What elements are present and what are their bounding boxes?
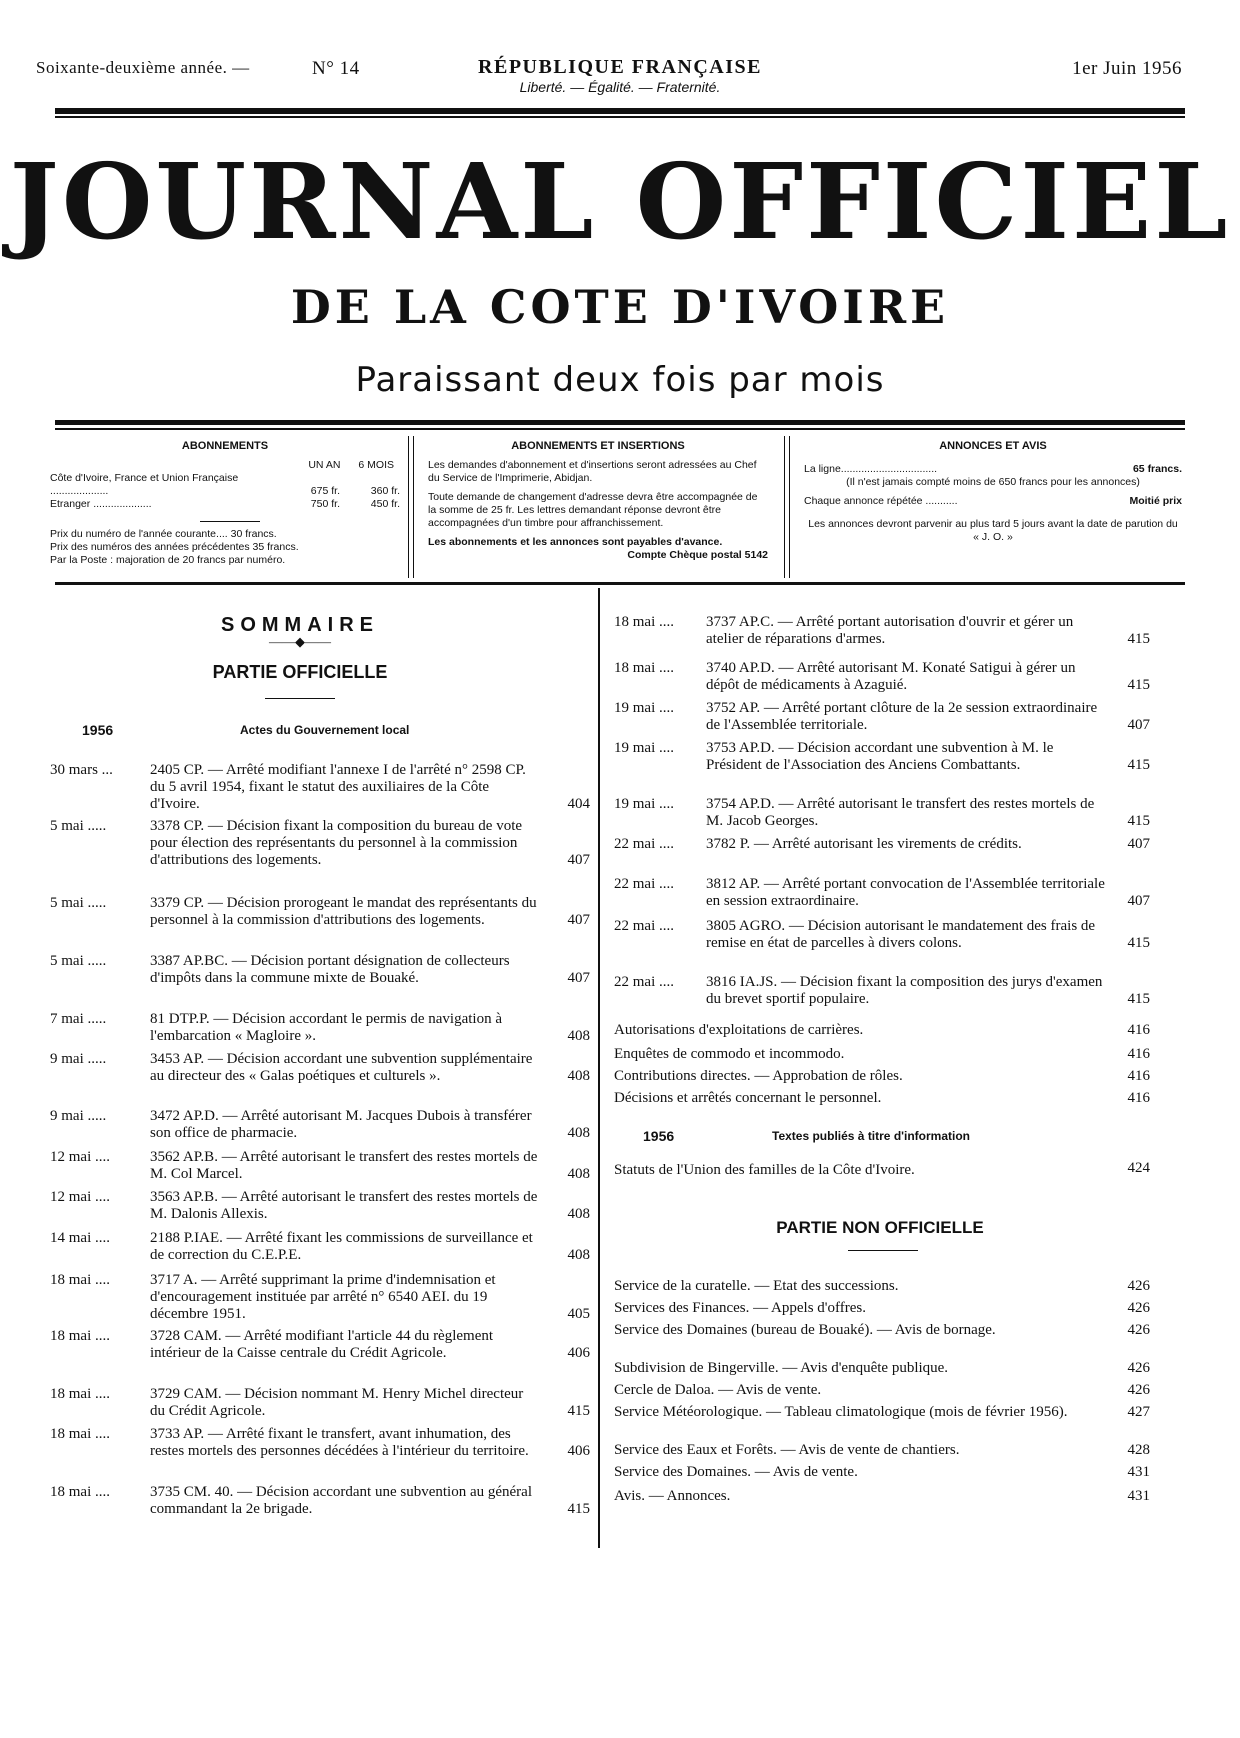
journal-subtitle: DE LA COTE D'IVOIRE: [290, 280, 950, 334]
ligne-value: 65 francs.: [1132, 463, 1182, 475]
entry-text: 81 DTP.P. — Décision accordant le permis de navigation à l'embarcation « Magloire ».: [150, 1011, 503, 1044]
entry-date: 5 mai .....: [50, 895, 107, 911]
info-entry-text: Statuts de l'Union des familles de la Côte d'Ivoire.: [614, 1162, 915, 1178]
price-note: Prix du numéro de l'année courante.... 30 francs.: [50, 528, 277, 540]
entry-page: 408: [567, 1206, 590, 1222]
entry-page: 408: [567, 1247, 590, 1263]
sommaire-entry: [614, 1300, 1150, 1317]
entry-text: 3753 AP.D. — Décision accordant une subvention à M. le Président de l'Association des Anciens Combattants.: [706, 740, 1054, 773]
sommaire-entry: [50, 953, 590, 987]
entry-page: 428: [1127, 1442, 1150, 1458]
entry-page: 406: [567, 1443, 590, 1459]
entry-page: 426: [1127, 1360, 1150, 1376]
sommaire-entry: [614, 1488, 1150, 1505]
republic-motto: Liberté. — Égalité. — Fraternité.: [519, 79, 721, 95]
entry-page: 415: [1127, 935, 1150, 951]
entry-date: 12 mai ....: [50, 1149, 110, 1165]
entry-page: 408: [567, 1125, 590, 1141]
info-entry-page: 424: [1127, 1160, 1150, 1176]
entry-page: 431: [1127, 1464, 1150, 1480]
entry-page: 407: [567, 852, 590, 868]
min-note: (Il n'est jamais compté moins de 650 francs pour les annonces): [846, 476, 1140, 488]
entry-text: 3733 AP. — Arrêté fixant le transfert, avant inhumation, des restes mortels des personnes décédées à l'intérieur du territoire.: [150, 1426, 529, 1459]
entry-page: 415: [1127, 757, 1150, 773]
entry-date: 12 mai ....: [50, 1189, 110, 1205]
entry-text: 3717 A. — Arrêté supprimant la prime d'indemnisation et d'encouragement instituée par arrêté n° 6540 AEI. du 19 décembre 1951.: [150, 1272, 496, 1322]
sommaire-entry: [614, 1404, 1150, 1421]
entry-text: 3816 IA.JS. — Décision fixant la composition des jurys d'examen du brevet sportif populaire.: [706, 974, 1103, 1007]
sommaire-entry: [50, 1108, 590, 1142]
entry-page: 415: [1127, 677, 1150, 693]
entry-page: 407: [1127, 717, 1150, 733]
entry-page: 405: [567, 1306, 590, 1322]
annonces-heading: ANNONCES ET AVIS: [939, 440, 1047, 452]
column-divider: [598, 588, 600, 1548]
masthead-rule: [55, 420, 1185, 425]
sommaire-entry: [614, 614, 1150, 648]
entry-date: 18 mai ....: [50, 1426, 110, 1442]
entry-page: 407: [1127, 836, 1150, 852]
entry-date: 18 mai ....: [614, 660, 674, 676]
entry-text: Service des Eaux et Forêts. — Avis de vente de chantiers.: [614, 1442, 960, 1458]
sommaire-entry: [50, 1189, 590, 1223]
entry-text: 3782 P. — Arrêté autorisant les virements de crédits.: [706, 836, 1022, 852]
partie-non-officielle: PARTIE NON OFFICIELLE: [776, 1218, 984, 1237]
entry-date: 22 mai ....: [614, 918, 674, 934]
entry-page: 406: [567, 1345, 590, 1361]
sommaire-entry: [614, 876, 1150, 910]
box-separator: [784, 436, 790, 578]
info-heading: Textes publiés à titre d'information: [772, 1129, 970, 1143]
entry-text: Contributions directes. — Approbation de rôles.: [614, 1068, 903, 1084]
entry-text: 2405 CP. — Arrêté modifiant l'annexe I de l'arrêté n° 2598 CP. du 5 avril 1954, fixant le statut des auxiliaires de la Côte d'Ivoire.: [150, 762, 526, 812]
price-note: Prix des numéros des années précédentes 35 francs.: [50, 541, 299, 553]
price-note: Par la Poste : majoration de 20 francs par numéro.: [50, 554, 286, 566]
entry-page: 416: [1127, 1090, 1150, 1106]
sommaire-entry: [614, 1068, 1150, 1085]
col-six-mois: 6 MOIS: [358, 459, 394, 471]
sommaire-entry: [614, 1046, 1150, 1063]
rate-row: Etranger .................... 750 fr. 450 fr.: [50, 498, 400, 510]
entry-text: Services des Finances. — Appels d'offres.: [614, 1300, 866, 1316]
entry-page: 416: [1127, 1022, 1150, 1038]
sommaire-entry: [614, 974, 1150, 1008]
entry-text: 3387 AP.BC. — Décision portant désignation de collecteurs d'impôts dans la commune mixte de Bouaké.: [150, 953, 510, 986]
entry-page: 404: [567, 796, 590, 812]
entry-page: 408: [567, 1028, 590, 1044]
entry-date: 5 mai .....: [50, 818, 107, 834]
sommaire-entry: [50, 1011, 590, 1045]
insertions-box: [428, 440, 768, 562]
entry-text: 2188 P.IAE. — Arrêté fixant les commissions de surveillance et de correction du C.E.P.E.: [150, 1230, 533, 1263]
entry-text: 3562 AP.B. — Arrêté autorisant le transfert des restes mortels de M. Col Marcel.: [150, 1149, 538, 1182]
sommaire-entry: [50, 1230, 590, 1264]
sommaire-entry: [50, 1272, 590, 1323]
sommaire-entry: [50, 1051, 590, 1085]
entry-page: 431: [1127, 1488, 1150, 1504]
sommaire-entry: [50, 1426, 590, 1460]
entry-text: 3805 AGRO. — Décision autorisant le mandatement des frais de remise en état de parcelles à divers colons.: [706, 918, 1096, 951]
sommaire-entry: [50, 818, 590, 869]
entry-page: 426: [1127, 1382, 1150, 1398]
ornament-icon: ——◆——: [269, 634, 331, 649]
year-line: Soixante-deuxième année. —: [36, 58, 250, 77]
entry-date: 9 mai .....: [50, 1108, 107, 1124]
sommaire-entry: [614, 660, 1150, 694]
entry-page: 427: [1127, 1404, 1150, 1420]
repeat-label: Chaque annonce répétée ...........: [804, 495, 958, 507]
insertions-text: Les demandes d'abonnement et d'insertions seront adressées au Chef du Service de l'Imprimerie, Abidjan.: [428, 459, 757, 484]
sommaire-entry: [50, 762, 590, 813]
annonces-box: [804, 440, 1182, 544]
sommaire-entry: [614, 1360, 1150, 1377]
sommaire-entry: [614, 1022, 1150, 1039]
entry-date: 22 mai ....: [614, 836, 674, 852]
entry-page: 407: [567, 970, 590, 986]
entry-date: 18 mai ....: [50, 1328, 110, 1344]
entry-date: 18 mai ....: [50, 1272, 110, 1288]
entry-date: 22 mai ....: [614, 876, 674, 892]
sommaire-entry: [614, 700, 1150, 734]
entry-text: 3752 AP. — Arrêté portant clôture de la 2e session extraordinaire de l'Assemblée territoriale.: [706, 700, 1098, 733]
entry-text: Autorisations d'exploitations de carrières.: [614, 1022, 864, 1038]
entry-date: 18 mai ....: [50, 1484, 110, 1500]
entry-text: Enquêtes de commodo et incommodo.: [614, 1046, 845, 1062]
journal-tagline: Paraissant deux fois par mois: [355, 360, 885, 400]
abonnements-heading: ABONNEMENTS: [181, 440, 269, 452]
deadline-note: Les annonces devront parvenir au plus tard 5 jours avant la date de parution du « J. O. »: [808, 518, 1178, 543]
sommaire-entry: [614, 1090, 1150, 1107]
top-rule: [55, 108, 1185, 114]
entry-text: 3453 AP. — Décision accordant une subvention supplémentaire au directeur des « Galas poétiques et culturels ».: [150, 1051, 533, 1084]
sommaire-entry: [614, 796, 1150, 830]
entry-page: 408: [567, 1166, 590, 1182]
entry-page: 415: [1127, 991, 1150, 1007]
col-un-an: UN AN: [308, 459, 341, 471]
entry-text: 3737 AP.C. — Arrêté portant autorisation d'ouvrir et gérer un atelier de réparations d'armes.: [706, 614, 1074, 647]
entry-page: 415: [567, 1403, 590, 1419]
entry-text: 3812 AP. — Arrêté portant convocation de l'Assemblée territoriale en session extraordinaire.: [706, 876, 1105, 909]
entry-page: 408: [567, 1068, 590, 1084]
entry-date: 19 mai ....: [614, 796, 674, 812]
entry-date: 19 mai ....: [614, 740, 674, 756]
boxes-rule: [55, 582, 1185, 585]
sommaire-entry: [50, 895, 590, 929]
entry-date: 19 mai ....: [614, 700, 674, 716]
entry-text: 3563 AP.B. — Arrêté autorisant le transfert des restes mortels de M. Dalonis Allexis.: [150, 1189, 538, 1222]
repeat-value: Moitié prix: [1129, 495, 1182, 507]
sommaire-entry: [50, 1149, 590, 1183]
entry-text: 3472 AP.D. — Arrêté autorisant M. Jacques Dubois à transférer son office de pharmacie.: [150, 1108, 532, 1141]
top-rule-thin: [55, 116, 1185, 118]
issue-number: N° 14: [312, 58, 360, 79]
sommaire-entry: [614, 918, 1150, 952]
republic-block: [0, 56, 1240, 95]
entry-text: Service Météorologique. — Tableau climatologique (mois de février 1956).: [614, 1404, 1068, 1420]
sommaire-entry: [614, 740, 1150, 774]
issue-date: 1er Juin 1956: [1072, 58, 1182, 79]
entry-date: 18 mai ....: [614, 614, 674, 630]
box-divider: [200, 521, 260, 522]
entry-page: 416: [1127, 1046, 1150, 1062]
sommaire-entry: [50, 1484, 590, 1518]
entry-page: 407: [1127, 893, 1150, 909]
entry-text: Service des Domaines (bureau de Bouaké). — Avis de bornage.: [614, 1322, 996, 1338]
entry-page: 415: [1127, 813, 1150, 829]
entry-text: 3735 CM. 40. — Décision accordant une subvention au général commandant la 2e brigade.: [150, 1484, 532, 1517]
entry-date: 9 mai .....: [50, 1051, 107, 1067]
entry-text: 3754 AP.D. — Arrêté autorisant le transfert des restes mortels de M. Jacob Georges.: [706, 796, 1095, 829]
entry-text: Avis. — Annonces.: [614, 1488, 731, 1504]
abonnements-box: [50, 440, 400, 567]
insertions-heading: ABONNEMENTS ET INSERTIONS: [511, 440, 685, 452]
entry-date: 7 mai .....: [50, 1011, 107, 1027]
sommaire-entry: [50, 1328, 590, 1362]
sommaire-entry: [614, 1464, 1150, 1481]
section-heading: Actes du Gouvernement local: [240, 723, 410, 737]
sommaire-entry: [614, 1278, 1150, 1295]
journal-title: JOURNAL OFFICIEL: [9, 140, 1231, 263]
compte-cheque: Compte Chèque postal 5142: [627, 549, 768, 561]
entry-date: 14 mai ....: [50, 1230, 110, 1246]
entry-text: 3729 CAM. — Décision nommant M. Henry Michel directeur du Crédit Agricole.: [150, 1386, 524, 1419]
entry-page: 415: [567, 1501, 590, 1517]
entry-text: 3740 AP.D. — Arrêté autorisant M. Konaté Satigui à gérer un dépôt de médicaments à Azaguié.: [706, 660, 1076, 693]
entry-date: 5 mai .....: [50, 953, 107, 969]
sommaire-entry: [614, 1382, 1150, 1399]
ligne-label: La ligne.................................: [804, 463, 938, 475]
box-separator: [408, 436, 414, 578]
sommaire-entry: [614, 1442, 1150, 1459]
entry-page: 426: [1127, 1300, 1150, 1316]
entry-text: Subdivision de Bingerville. — Avis d'enquête publique.: [614, 1360, 949, 1376]
entry-text: 3378 CP. — Décision fixant la composition du bureau de vote pour élection des représentants du personnel à la commission d'attributions des logements.: [150, 818, 523, 868]
entry-page: 416: [1127, 1068, 1150, 1084]
republic-title: RÉPUBLIQUE FRANÇAISE: [478, 56, 762, 78]
sommaire-entry: [614, 1322, 1150, 1339]
insertions-payment: Les abonnements et les annonces sont payables d'avance.: [428, 536, 723, 548]
masthead-rule-thin: [55, 428, 1185, 430]
entry-date: 18 mai ....: [50, 1386, 110, 1402]
insertions-text: Toute demande de changement d'adresse devra être accompagnée de la somme de 25 fr. Les lettres demandant réponse devront être accompagnées d'un timbre pour affranchissement.: [428, 491, 758, 529]
sommaire-entry: [50, 1386, 590, 1420]
entry-text: 3728 CAM. — Arrêté modifiant l'article 44 du règlement intérieur de la Caisse centrale du Crédit Agricole.: [150, 1328, 494, 1361]
entry-page: 426: [1127, 1322, 1150, 1338]
entry-date: 30 mars ...: [50, 762, 113, 778]
entry-text: 3379 CP. — Décision prorogeant le mandat des représentants du personnel à la commission d'attributions des logements.: [150, 895, 537, 928]
entry-page: 415: [1127, 631, 1150, 647]
entry-page: 426: [1127, 1278, 1150, 1294]
sommaire-entry: [614, 836, 1150, 853]
heading-rule: [848, 1250, 918, 1251]
entry-text: Décisions et arrêtés concernant le personnel.: [614, 1090, 882, 1106]
rate-row: Côte d'Ivoire, France et Union Française .................... 675 fr. 360 fr.: [50, 472, 400, 497]
entry-text: Service des Domaines. — Avis de vente.: [614, 1464, 858, 1480]
section-year: 1956: [82, 722, 114, 738]
heading-rule: [265, 698, 335, 699]
entry-page: 407: [567, 912, 590, 928]
entry-text: Service de la curatelle. — Etat des successions.: [614, 1278, 899, 1294]
info-year: 1956: [643, 1128, 675, 1144]
entry-text: Cercle de Daloa. — Avis de vente.: [614, 1382, 822, 1398]
partie-officielle: PARTIE OFFICIELLE: [212, 662, 388, 682]
sommaire-title: SOMMAIRE: [221, 614, 379, 636]
entry-date: 22 mai ....: [614, 974, 674, 990]
